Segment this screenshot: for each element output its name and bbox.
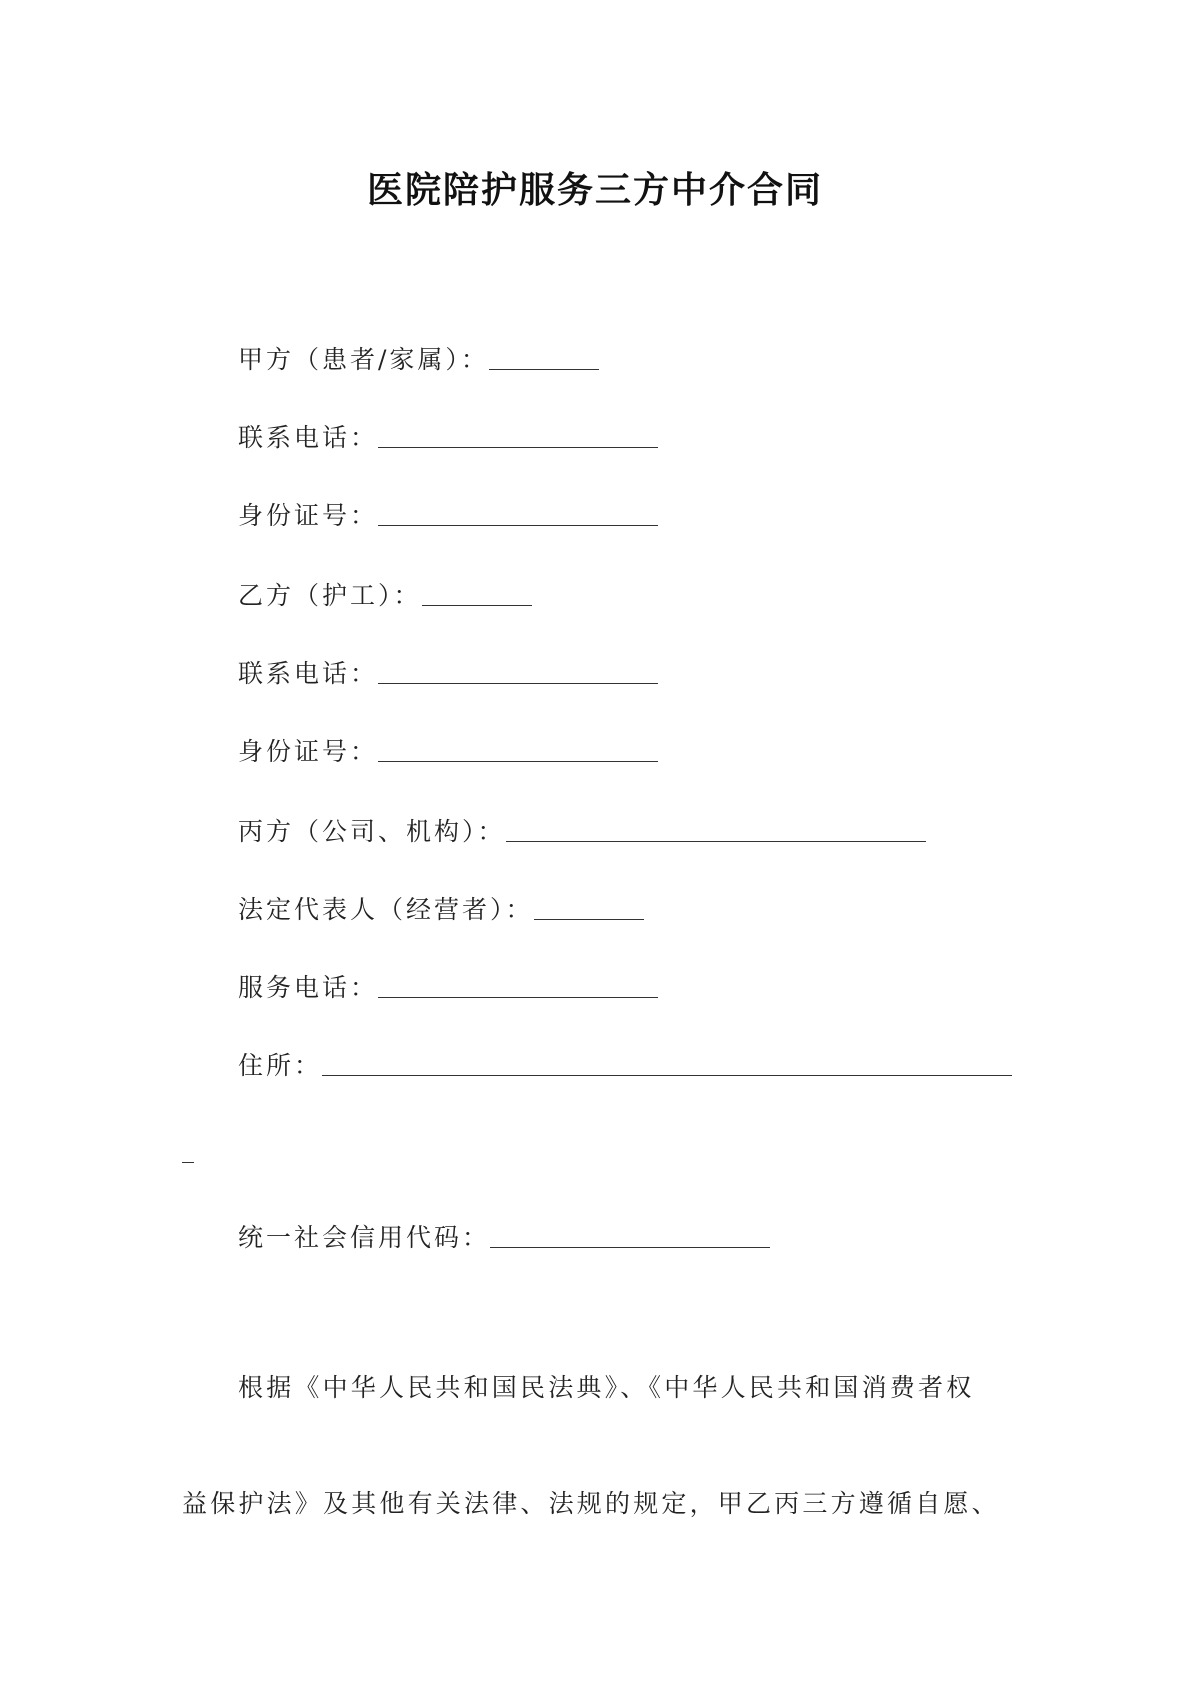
- party-a-phone-field: [238, 414, 658, 454]
- credit-code-label: 统一社会信用代码：: [238, 1223, 491, 1252]
- party-b-phone-blank[interactable]: [378, 679, 658, 684]
- party-c-name-label: 丙方（公司、机构）：: [238, 817, 506, 846]
- legal-rep-field: [238, 886, 644, 926]
- credit-code-blank[interactable]: [490, 1243, 770, 1248]
- party-b-phone-field: [238, 650, 658, 690]
- party-b-id-label: 身份证号：: [238, 737, 379, 766]
- party-a-phone-label: 联系电话：: [238, 423, 379, 452]
- party-a-id-blank[interactable]: [378, 521, 658, 526]
- party-b-name-blank[interactable]: [422, 601, 532, 606]
- party-a-id-label: 身份证号：: [238, 501, 379, 530]
- party-b-name-label: 乙方（护工）：: [238, 581, 422, 610]
- party-a-id-field: [238, 492, 658, 532]
- party-c-name-field: [238, 808, 926, 848]
- service-phone-field: [238, 964, 658, 1004]
- party-b-id-blank[interactable]: [378, 757, 658, 762]
- party-a-phone-blank[interactable]: [378, 443, 658, 448]
- party-a-name-label: 甲方（患者/家属）：: [238, 345, 489, 374]
- legal-rep-blank[interactable]: [534, 915, 644, 920]
- legal-rep-label: 法定代表人（经营者）：: [238, 895, 534, 924]
- credit-code-field: [238, 1214, 770, 1254]
- address-label: 住所：: [238, 1051, 323, 1080]
- party-b-id-field: [238, 728, 658, 768]
- party-a-name-field: [238, 336, 599, 376]
- party-b-phone-label: 联系电话：: [238, 659, 379, 688]
- service-phone-blank[interactable]: [378, 993, 658, 998]
- party-b-name-field: [238, 572, 532, 612]
- service-phone-label: 服务电话：: [238, 973, 379, 1002]
- party-a-name-blank[interactable]: [489, 365, 599, 370]
- party-c-name-blank[interactable]: [506, 837, 926, 842]
- address-field: [238, 1042, 1012, 1082]
- address-continuation-underline: [182, 1162, 194, 1163]
- paragraph-line-1: 根据《中华人民共和国民法典》、《中华人民共和国消费者权: [238, 1373, 975, 1402]
- paragraph-line-2: 益保护法》及其他有关法律、法规的规定，甲乙丙三方遵循自愿、: [182, 1489, 1000, 1518]
- document-title: 医院陪护服务三方中介合同: [366, 169, 823, 211]
- address-blank[interactable]: [322, 1071, 1012, 1076]
